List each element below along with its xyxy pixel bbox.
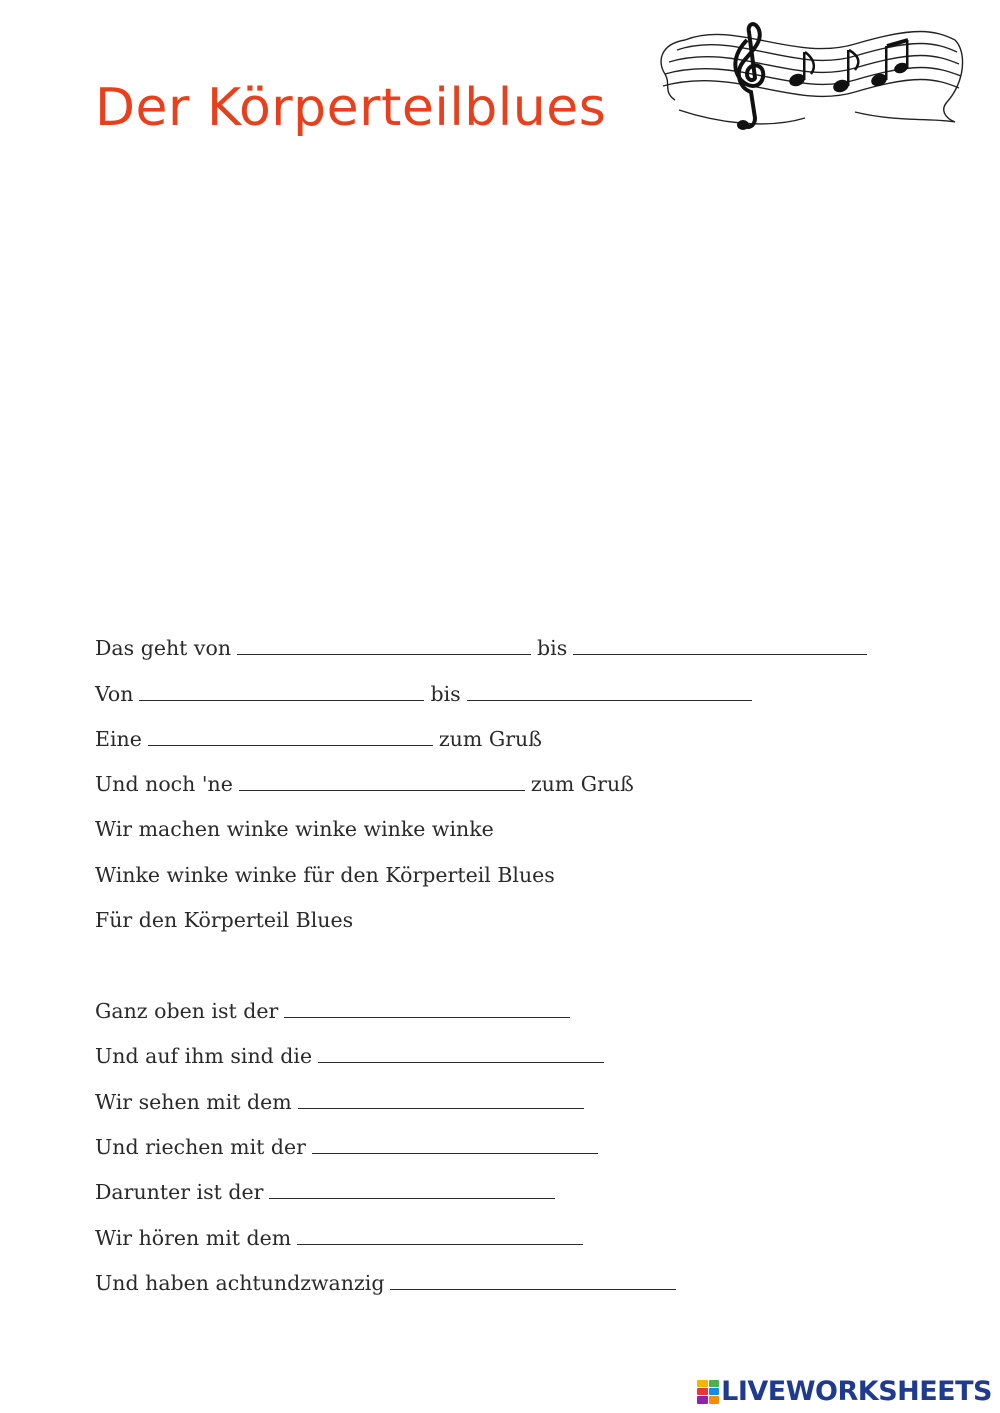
blank-field[interactable]	[148, 727, 433, 746]
lyric-line-12	[95, 1180, 561, 1204]
lyric-text: Und riechen mit der	[95, 1135, 306, 1160]
lyric-line-2	[95, 682, 758, 706]
lyric-text: Von	[95, 682, 134, 707]
blank-field[interactable]	[318, 1044, 604, 1063]
lyric-line-3	[95, 727, 542, 751]
lyric-text: bis	[537, 636, 568, 661]
liveworksheets-logo-icon	[697, 1380, 719, 1404]
blank-field[interactable]	[467, 682, 752, 701]
lyric-line-7	[95, 908, 353, 932]
page-title: Der Körperteilblues	[95, 78, 607, 138]
blank-field[interactable]	[239, 772, 525, 791]
lyric-text: Für den Körperteil Blues	[95, 908, 354, 932]
lyric-line-1	[95, 636, 873, 660]
lyric-line-13	[95, 1226, 589, 1250]
blank-field[interactable]	[312, 1135, 598, 1154]
blank-field[interactable]	[269, 1180, 555, 1199]
lyric-text: Und auf ihm sind die	[95, 1044, 313, 1069]
blank-field[interactable]	[237, 636, 531, 655]
blank-field[interactable]	[297, 1226, 583, 1245]
lyric-line-10	[95, 1090, 590, 1114]
lyric-text: Wir machen winke winke winke winke	[95, 817, 494, 841]
liveworksheets-brand[interactable]	[697, 1376, 992, 1407]
blank-field[interactable]	[284, 999, 570, 1018]
lyric-text: bis	[430, 682, 461, 707]
blank-field[interactable]	[298, 1090, 584, 1109]
brand-name: LIVEWORKSHEETS	[721, 1376, 992, 1407]
blank-field[interactable]	[139, 682, 424, 701]
lyric-text: zum Gruß	[438, 727, 542, 752]
lyric-line-14	[95, 1271, 682, 1295]
blank-field[interactable]	[390, 1271, 676, 1290]
lyric-line-5	[95, 817, 494, 841]
lyric-text: Wir hören mit dem	[95, 1226, 292, 1251]
lyric-line-9	[95, 1044, 610, 1068]
lyric-line-11	[95, 1135, 604, 1159]
lyric-text: Wir sehen mit dem	[95, 1090, 292, 1115]
lyric-line-8	[95, 999, 576, 1023]
lyric-text: Ganz oben ist der	[95, 999, 279, 1024]
lyric-text: Eine	[95, 727, 142, 752]
blank-field[interactable]	[573, 636, 867, 655]
lyric-line-6	[95, 863, 555, 887]
music-staff-notes-icon	[655, 22, 965, 140]
lyric-text: Und noch 'ne	[95, 772, 233, 797]
lyric-text: Das geht von	[95, 636, 232, 661]
lyric-text: Winke winke winke für den Körperteil Blues	[95, 863, 555, 887]
lyric-text: zum Gruß	[530, 772, 634, 797]
lyric-text: Und haben achtundzwanzig	[95, 1271, 385, 1296]
lyric-line-4	[95, 772, 634, 796]
lyric-text: Darunter ist der	[95, 1180, 264, 1205]
